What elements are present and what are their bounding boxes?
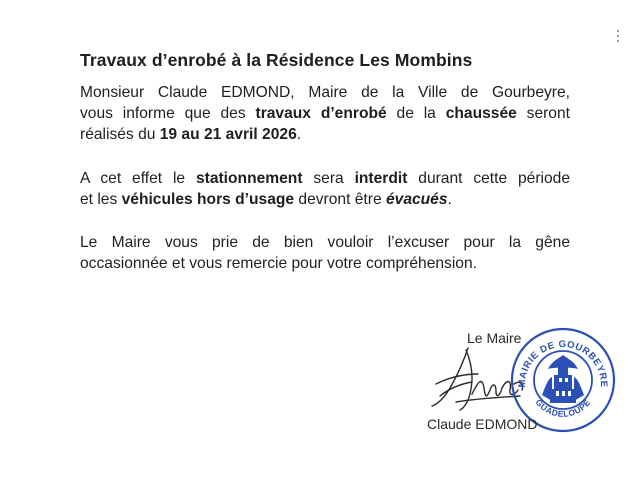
text-run: sera	[302, 170, 355, 187]
text-run: vous informe que des	[80, 105, 256, 122]
text-run: réalisés du	[80, 126, 160, 143]
text-run: durant cette période	[407, 170, 571, 187]
bold-term-roadway: chaussée	[445, 105, 517, 122]
text-run: devront être	[294, 191, 386, 208]
text-run: .	[447, 191, 452, 208]
paragraph-line: Le Maire vous prie de bien vouloir l’excuser pour la gêne	[80, 234, 570, 251]
text-run: .	[296, 126, 302, 143]
signatory-role: Le Maire	[467, 330, 522, 346]
notice-title: Travaux d’enrobé à la Résidence Les Mombins	[80, 50, 473, 70]
bold-term-parking: stationnement	[195, 170, 303, 187]
bold-term-dates: 19 au 21 avril 2026	[159, 126, 297, 143]
paragraph-line	[80, 189, 570, 210]
bold-term-roadworks: travaux d’enrobé	[255, 105, 387, 122]
text-run: et les	[80, 191, 122, 208]
paragraph-line	[80, 103, 570, 124]
paragraph-line: occasionnée et vous remercie pour votre compréhension.	[80, 255, 477, 272]
signatory-name: Claude EDMOND	[427, 416, 538, 432]
paragraph-line: Monsieur Claude EDMOND, Maire de la Ville de Gourbeyre,	[80, 84, 570, 101]
scan-artifact	[617, 30, 620, 44]
paragraph-line	[80, 168, 570, 189]
bold-term-forbidden: interdit	[354, 170, 408, 187]
seal-text-bottom: GUADELOUPE	[533, 397, 593, 419]
seal-text-top: MAIRIE DE GOURBEYRE	[516, 338, 610, 388]
paragraph-line	[80, 124, 570, 145]
text-run: A cet effet le	[80, 170, 196, 187]
text-run: seront	[516, 105, 570, 122]
text-run: de la	[386, 105, 446, 122]
paragraph-parking	[80, 168, 570, 210]
bold-term-vehicles: véhicules hors d’usage	[121, 191, 295, 208]
paragraph-apology	[80, 232, 570, 274]
bold-term-evacuated: évacués	[385, 191, 448, 208]
paragraph-announcement	[80, 82, 570, 145]
